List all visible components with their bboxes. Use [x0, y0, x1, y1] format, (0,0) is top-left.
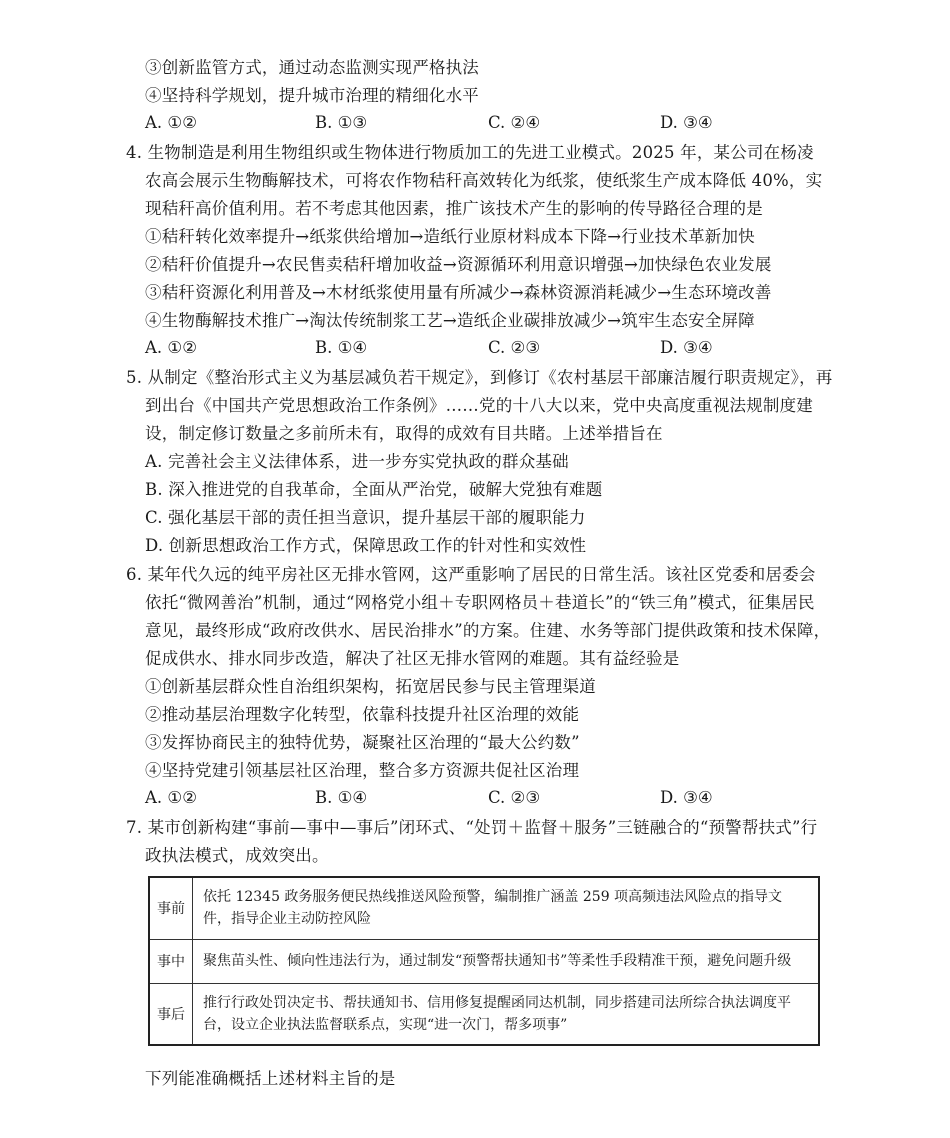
q6-stem-line-1: 6. 某年代久远的纯平房社区无排水管网，这严重影响了居民的日常生活。该社区党委和居委会 [126, 565, 816, 584]
q6-item-3: ③发挥协商民主的独特优势，凝聚社区治理的“最大公约数” [145, 733, 580, 752]
q5-option-a: A. 完善社会主义法律体系，进一步夯实党执政的群众基础 [145, 452, 569, 471]
table-content-line: 推行行政处罚决定书、帮扶通知书、信用修复提醒函同达机制，同步搭建司法所综合执法调度平 [203, 994, 791, 1011]
q4-item-1: ①秸秆转化效率提升→纸浆供给增加→造纸行业原材料成本下降→行业技术革新加快 [145, 227, 755, 246]
q5-option-c: C. 强化基层干部的责任担当意识，提升基层干部的履职能力 [145, 508, 586, 527]
table-content-cell [193, 939, 820, 983]
q3-option-d: D. ③④ [660, 113, 713, 132]
q4-option-c: C. ②③ [488, 338, 541, 357]
q6-item-4: ④坚持党建引领基层社区治理，整合多方资源共促社区治理 [145, 761, 580, 780]
q6-options [145, 788, 845, 810]
q6-option-c: C. ②③ [488, 788, 541, 807]
q5-option-b: B. 深入推进党的自我革命，全面从严治党，破解大党独有难题 [145, 480, 603, 499]
table-row [149, 939, 819, 983]
table-content-line: 件，指导企业主动防控风险 [203, 911, 371, 928]
q3-item-3: ③创新监管方式，通过动态监测实现严格执法 [145, 58, 479, 77]
table-content-line: 台，设立企业执法监督联系点，实现“进一次门，帮多项事” [203, 1016, 568, 1033]
q3-option-a: A. ①② [145, 113, 197, 132]
q3-item-4: ④坚持科学规划，提升城市治理的精细化水平 [145, 86, 479, 105]
q4-item-4: ④生物酶解技术推广→淘汰传统制浆工艺→造纸企业碳排放减少→筑牢生态安全屏障 [145, 311, 755, 330]
enforcement-mode-table [148, 876, 820, 1046]
table-content-cell [193, 983, 820, 1045]
q7-prompt: 下列能准确概括上述材料主旨的是 [145, 1069, 396, 1088]
table-row [149, 877, 819, 939]
q4-item-3: ③秸秆资源化利用普及→木材纸浆使用量有所减少→森林资源消耗减少→生态环境改善 [145, 283, 772, 302]
table-row [149, 983, 819, 1045]
q7-stem-line-2: 政执法模式，成效突出。 [145, 846, 329, 865]
q5-option-d: D. 创新思想政治工作方式，保障思政工作的针对性和实效性 [145, 536, 587, 555]
q6-option-d: D. ③④ [660, 788, 713, 807]
table-stage-cell: 事中 [149, 939, 193, 983]
q3-option-c: C. ②④ [488, 113, 541, 132]
q4-stem-line-1: 4. 生物制造是利用生物组织或生物体进行物质加工的先进工业模式。2025 年，某公司在杨凌 [126, 143, 814, 162]
table-content-cell [193, 877, 820, 939]
q5-stem-line-1: 5. 从制定《整治形式主义为基层减负若干规定》，到修订《农村基层干部廉洁履行职责规定》，再 [126, 368, 833, 387]
q3-options [145, 113, 845, 135]
q6-option-b: B. ①④ [315, 788, 368, 807]
q5-stem-line-3: 设，制定修订数量之多前所未有，取得的成效有目共睹。上述举措旨在 [145, 424, 663, 443]
q6-stem-line-2: 依托“微网善治”机制，通过“网格党小组＋专职网格员＋巷道长”的“铁三角”模式，征集居民 [145, 593, 815, 612]
q4-options [145, 338, 845, 360]
q5-stem-line-2: 到出台《中国共产党思想政治工作条例》……党的十八大以来，党中央高度重视法规制度建 [145, 396, 813, 415]
table-content-line: 依托 12345 政务服务便民热线推送风险预警，编制推广涵盖 259 项高频违法风险点的指导文 [203, 889, 783, 906]
table-stage-cell: 事前 [149, 877, 193, 939]
q6-stem-line-4: 促成供水、排水同步改造，解决了社区无排水管网的难题。其有益经验是 [145, 649, 680, 668]
q4-option-a: A. ①② [145, 338, 197, 357]
q6-item-2: ②推动基层治理数字化转型，依靠科技提升社区治理的效能 [145, 705, 580, 724]
q6-item-1: ①创新基层群众性自治组织架构，拓宽居民参与民主管理渠道 [145, 677, 596, 696]
table-content-line: 聚焦苗头性、倾向性违法行为，通过制发“预警帮扶通知书”等柔性手段精准干预，避免问题升级 [203, 953, 792, 969]
q3-option-b: B. ①③ [315, 113, 368, 132]
table-stage-cell: 事后 [149, 983, 193, 1045]
q7-stem-line-1: 7. 某市创新构建“事前—事中—事后”闭环式、“处罚＋监督＋服务”三链融合的“预警帮扶式”行 [126, 818, 818, 837]
q4-stem-line-3: 现秸秆高价值利用。若不考虑其他因素，推广该技术产生的影响的传导路径合理的是 [145, 199, 763, 218]
q4-stem-line-2: 农高会展示生物酶解技术，可将农作物秸秆高效转化为纸浆，使纸浆生产成本降低 40%，实 [145, 171, 823, 190]
q4-item-2: ②秸秆价值提升→农民售卖秸秆增加收益→资源循环利用意识增强→加快绿色农业发展 [145, 255, 772, 274]
q4-option-b: B. ①④ [315, 338, 368, 357]
q6-stem-line-3: 意见，最终形成“政府改供水、居民治排水”的方案。住建、水务等部门提供政策和技术保障， [145, 621, 831, 640]
q6-option-a: A. ①② [145, 788, 197, 807]
q4-option-d: D. ③④ [660, 338, 713, 357]
